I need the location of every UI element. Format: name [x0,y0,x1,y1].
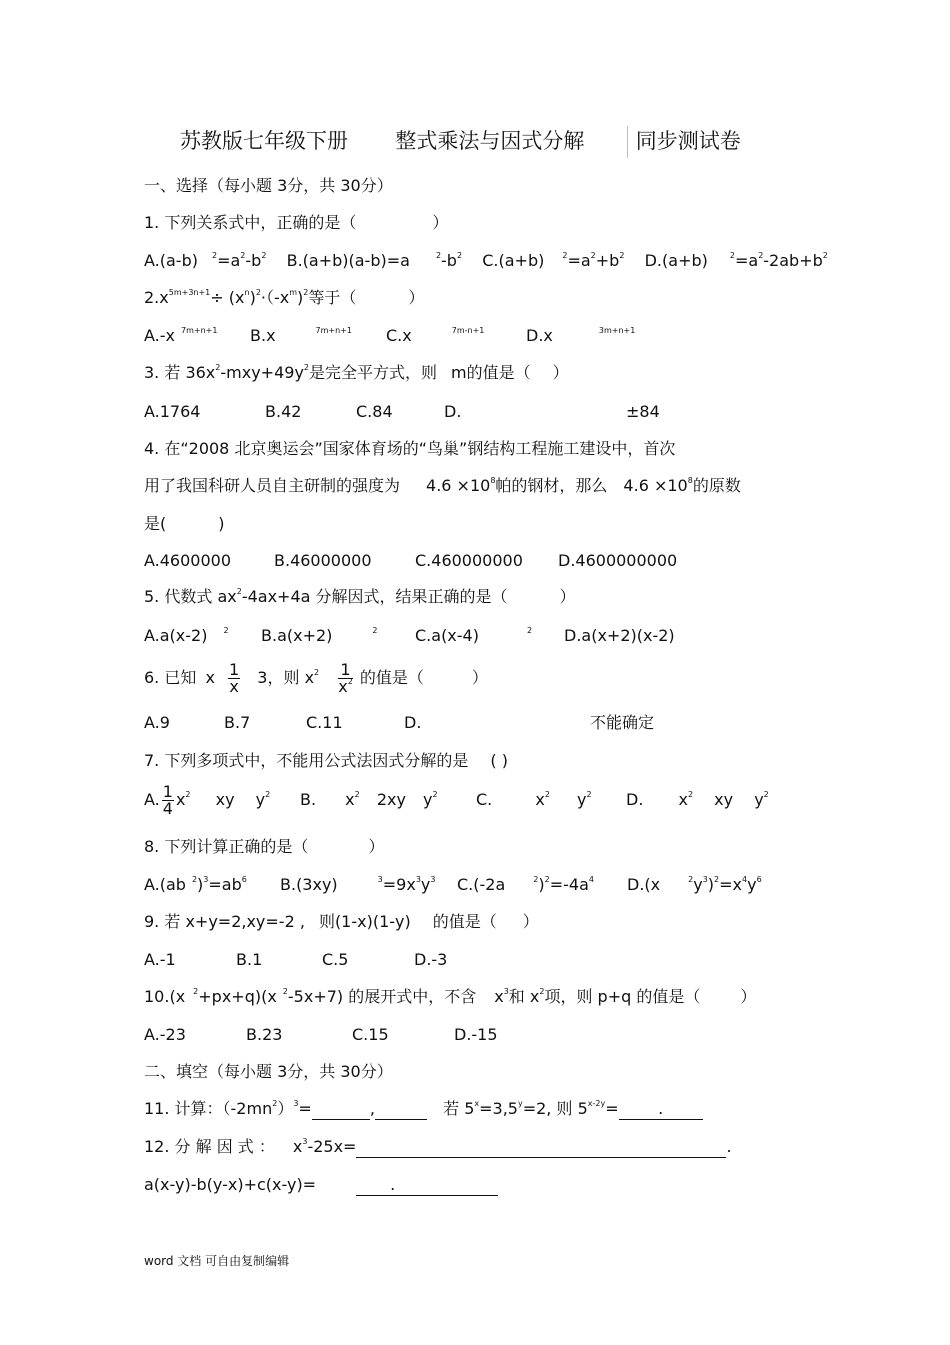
question-5-stem: 5. 代数式 $ax^2-4ax+4a$ 分解因式，结果正确的是（ ） [144,586,576,606]
question-3-option-c: C.84 [356,402,393,421]
fraction-1-over-x: $\frac{1}{x}$ [229,660,240,696]
question-7-option-d: D. $x^2$ xy $y^2$ [626,789,769,809]
question-6-option-b: B.7 [224,713,251,732]
question-4-line-3: 是( ) [144,514,225,533]
question-9-option-a: A.-1 [144,950,176,969]
question-6-option-d: D. [404,713,422,732]
question-3-option-d-value: ±84 [626,402,660,421]
section-heading-fill-in: 二、填空（每小题 3分，共 30分） [144,1062,393,1081]
answer-blank[interactable] [375,1099,427,1120]
section-heading-choice: 一、选择（每小题 3分，共 30分） [144,176,393,195]
question-5-option-b: B.a(x+2) $^2$ [261,625,378,645]
answer-blank[interactable] [312,1099,370,1120]
question-6-option-c: C.11 [306,713,343,732]
question-5-option-c: C.a(x-4) $^2$ [415,625,533,645]
question-6-option-a: A.9 [144,713,170,732]
question-6-stem: 6. 已知 x $\frac{1}{x}$ 3，则 $x^2$ $\frac{1}{x^2}$ 的值是（ ） [144,660,488,696]
question-8-option-c: C.(-2a $^2)^2=-4a^4$ [457,874,594,894]
question-3-option-b: B.42 [265,402,302,421]
question-3-option-d: D. [444,402,462,421]
question-8-option-a: A.(ab $^2)^3=ab^6$ [144,874,247,894]
question-9-option-b: B.1 [236,950,263,969]
question-4-line-2: 用了我国科研人员自主研制的强度为 $4.6 \times 10^8$帕的钢材，那么 $4.6 \times 10^8$的原数 [144,475,741,495]
option-c: C.(a+b) $^2=a^2+b^2$ [482,250,625,270]
title-part-1: 苏教版七年级下册 [180,129,348,153]
question-2-option-c: C.x $^{7m-n+1}$ [386,325,485,345]
question-10-option-d: D.-15 [454,1025,498,1044]
question-4-option-d: D.4600000000 [558,551,678,570]
question-4-option-b: B.46000000 [274,551,372,570]
question-8-option-b: B.(3xy) $^3=9x^3y^3$ [280,874,436,894]
question-6-option-d-value: 不能确定 [590,713,655,732]
question-9-option-d: D.-3 [414,950,448,969]
answer-blank[interactable]: . [619,1099,703,1120]
document-title [180,128,741,154]
question-9-stem: 9. 若 x+y=2,xy=-2 , 则(1-x)(1-y) 的值是（ ） [144,912,539,931]
question-8-stem: 8. 下列计算正确的是（ ） [144,837,385,856]
question-7-option-a: A. $\frac{1}{4}$ $x^2$ xy $y^2$ [144,782,271,818]
option-b: B.(a+b)(a-b)=a $^2-b^2$ [286,250,463,270]
question-7-stem: 7. 下列多项式中，不能用公式法因式分解的是 ( ) [144,751,508,770]
question-1-stem: 1. 下列关系式中，正确的是（ ） [144,213,449,232]
question-10-option-c: C.15 [352,1025,389,1044]
question-9-option-c: C.5 [322,950,349,969]
question-5-option-a: A.a(x-2) $^2$ [144,625,229,645]
question-12-line-2: a(x-y)-b(y-x)+c(x-y)= . [144,1175,498,1196]
question-10-option-b: B.23 [246,1025,283,1044]
question-7-option-c: C. $x^2$ $y^2$ [476,789,592,809]
question-4-line-1: 4. 在“2008 北京奥运会”国家体育场的“鸟巢”钢结构工程施工建设中，首次 [144,439,676,458]
question-4-option-a: A.4600000 [144,551,232,570]
option-d: D.(a+b) $^2=a^2-2ab+b^2$ [644,250,828,270]
question-5-option-d: D.a(x+2)(x-2) [564,626,675,645]
answer-blank[interactable] [356,1137,726,1158]
footer-note: word 文档 可自由复制编辑 [144,1254,290,1268]
question-8-option-d: D.(x $^2y^3)^2=x^4y^6$ [627,874,762,894]
question-2-option-a: A.-x $^{7m+n+1}$ [144,325,218,345]
fraction-1-over-x-squared: $\frac{1}{x^2}$ [338,660,353,696]
question-4-option-c: C.460000000 [415,551,523,570]
title-part-3: 同步测试卷 [635,129,741,153]
answer-blank[interactable]: . [356,1175,498,1196]
question-10-option-a: A.-23 [144,1025,186,1044]
question-12-line-1: 12. 分 解 因 式 ： $x^3-25x=$ . [144,1136,732,1156]
question-3-stem: 3. 若 $36x^2-mxy+49y^2$是完全平方式，则 m的值是（ ） [144,362,569,382]
question-2-stem: $2.x^{5m+3n+1}\div (x^n)^2\cdot(-x^m)^2$等于（ ） [144,287,425,307]
question-2-option-b: B.x $^{7m+n+1}$ [250,325,352,345]
title-part-2: 整式乘法与因式分解 [395,129,585,153]
question-3-option-a: A.1764 [144,402,201,421]
question-1-options [144,251,828,271]
question-7-option-b: B. $x^2$ 2xy $y^2$ [300,789,438,809]
question-2-option-d: D.x $^{3m+n+1}$ [526,325,636,345]
question-11: 11. 计算：$(-2mn^2)^3=$ , 若 $5^x=3,5^y=2$, 则 $5^{x-2y}=$ . [144,1099,703,1120]
option-a: A.(a-b) $^2=a^2-b^2$ [144,250,267,270]
question-10-stem: 10.(x $^2$+px+q)(x $^2$-5x+7) 的展开式中，不含 $x^3$和 $x^2$项，则 p+q 的值是（ ） [144,986,757,1006]
title-divider [627,126,628,158]
